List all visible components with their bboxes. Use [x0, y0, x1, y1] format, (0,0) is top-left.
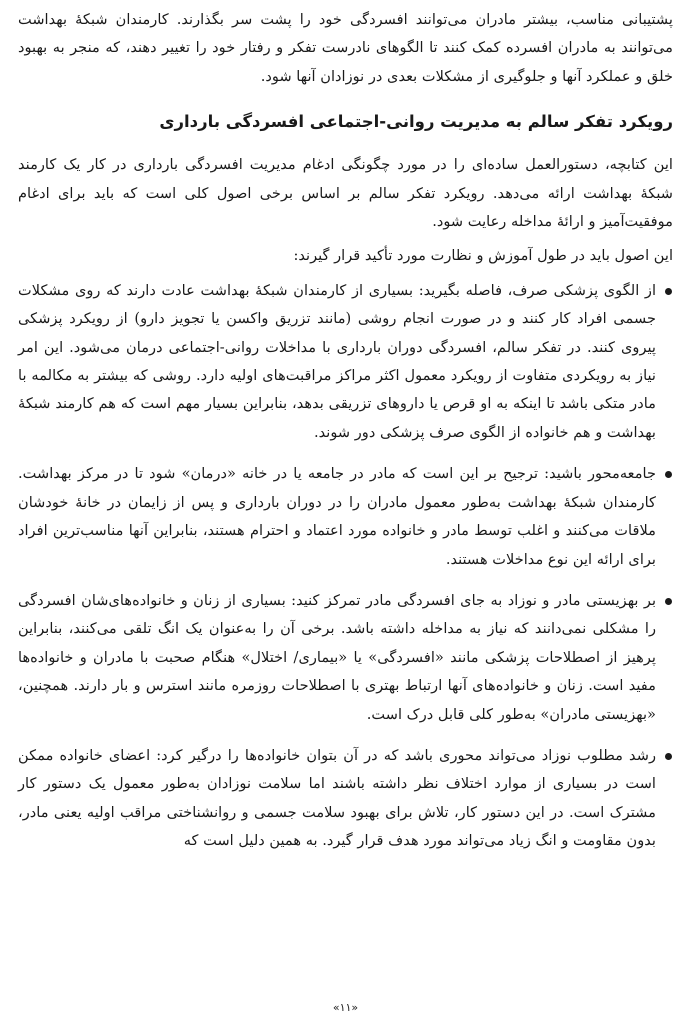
bullet-icon [665, 598, 672, 605]
page-number: «۱۱» [332, 1001, 359, 1014]
bullet-icon [665, 471, 672, 478]
list-item [18, 460, 673, 574]
list-item-text: از الگوی پزشکی صرف، فاصله بگیرید: بسیاری از کارمندان شبکهٔ بهداشت عادت دارند که روی مشکلات جسمی افراد کار کنند و در صورت انجام روشی (مانند تزریق واکسن یا تجویز دارو) از رویکرد پزشکی پیروی کنند. در تفکر سالم، افسردگی دوران بارداری با مداخلات روانی-اجتماعی درمان می‌شود. این امر نیاز به رویکردی متفاوت از رویکرد معمول اکثر مراکز مراقبت‌های اولیه دارد. روشی که بیشتر به مکالمه با مادر متکی باشد تا اینکه به او قرص یا داروهای تزریقی بدهد، بنابراین بسیار مهم است که هم کارمند شبکهٔ بهداشت و هم خانواده از الگوی صرف پزشکی دور شوند. [18, 281, 656, 441]
list-item [18, 587, 673, 729]
list-item [18, 277, 673, 447]
list-item-text: بر بهزیستی مادر و نوزاد به جای افسردگی مادر تمرکز کنید: بسیاری از زنان و خانواده‌های‌شان افسردگی را مشکلی نمی‌دانند که نیاز به مداخله داشته باشد. برخی آن را به‌عنوان یک انگ تلقی می‌کنند، بنابراین پرهیز از اصطلاحات پزشکی مانند «افسردگی» یا «بیماری/ اختلال» هنگام صحبت با مادران و خانواده‌ها مفید است. زنان و خانواده‌های آنها ارتباط بهتری با اصطلاحات روزمره مانند استرس و بار دارند. همچنین، «بهزیستی مادران» به‌طور کلی قابل درک است. [18, 591, 656, 723]
body-paragraph-1: این کتابچه، دستورالعمل ساده‌ای را در مورد چگونگی ادغام مدیریت افسردگی بارداری در کار یک کارمند شبکهٔ بهداشت ارائه می‌دهد. رویکرد تفکر سالم بر اساس برخی اصول کلی است که باید برای ادغام موفقیت‌آمیز و ارائهٔ مداخله رعایت شود. [18, 156, 673, 231]
bullet-icon [665, 753, 672, 760]
body-paragraph-2: این اصول باید در طول آموزش و نظارت مورد تأکید قرار گیرند: [293, 247, 673, 265]
list-item-text: رشد مطلوب نوزاد می‌تواند محوری باشد که در آن بتوان خانواده‌ها را درگیر کرد: اعضای خانواده ممکن است در بسیاری از موارد اختلاف نظر داشته باشند اما سلامت نوزادان به‌طور معمول یک دستور کار مشترک است. در این دستور کار، تلاش برای بهبود سلامت جسمی و روانشناختی مراقب اولیه یعنی مادر، بدون مقاومت و انگ زیاد می‌تواند مورد هدف قرار گیرد. به همین دلیل است که [18, 746, 656, 850]
list-item [18, 742, 673, 856]
list-item-text: جامعه‌محور باشید: ترجیح بر این است که مادر در جامعه یا در خانه «درمان» شود تا در مرکز بهداشت. کارمندان شبکهٔ بهداشت به‌طور معمول مادران را در دوران بارداری و پس از زایمان در خانهٔ خودشان ملاقات می‌کنند و اغلب توسط مادر و خانواده مورد اعتماد و احترام هستند، بنابراین آنها مناسب‌ترین افراد برای ارائه این نوع مداخلات هستند. [18, 465, 656, 568]
section-heading: رویکرد تفکر سالم به مدیریت روانی-اجتماعی افسردگی بارداری [159, 112, 673, 132]
bullet-icon [665, 288, 672, 295]
principles-list [18, 277, 673, 856]
document-page [18, 6, 673, 869]
intro-paragraph: پشتیبانی مناسب، بیشتر مادران می‌توانند افسردگی خود را پشت سر بگذارند. کارمندان شبکهٔ بهداشت می‌توانند به مادران افسرده کمک کنند تا الگوهای نادرست تفکر و رفتار خود را تغییر دهند، که منجر به بهبود خلق و عملکرد آنها و جلوگیری از مشکلات بعدی در نوزادان آنها شود. [18, 11, 673, 85]
